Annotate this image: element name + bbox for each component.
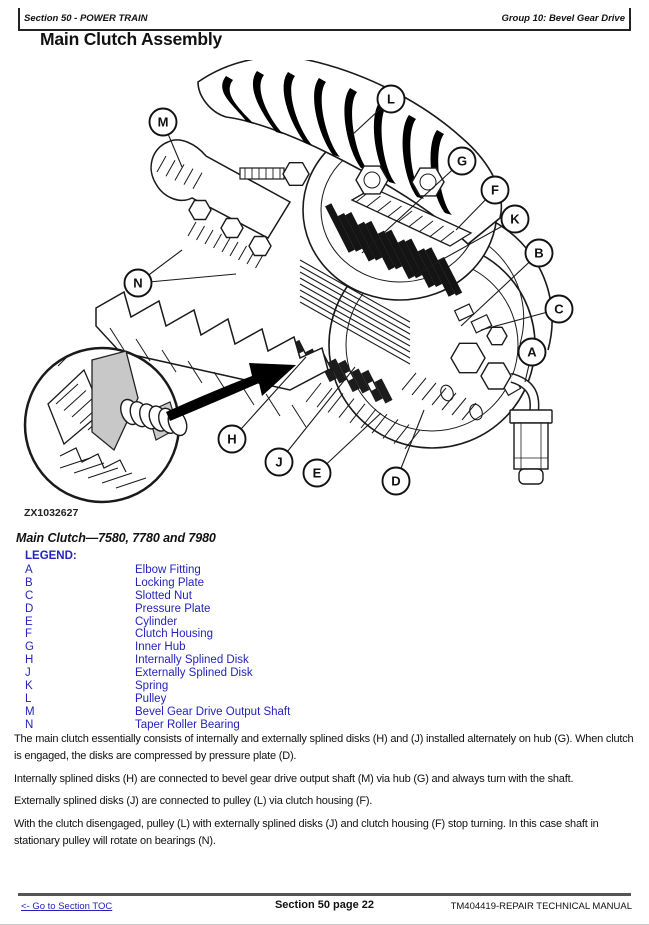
- figure-caption: Main Clutch—7580, 7780 and 7980: [16, 531, 216, 545]
- figure-container: [0, 60, 649, 525]
- svg-text:H: H: [227, 431, 237, 447]
- footer-manual-label: TM404419-REPAIR TECHNICAL MANUAL: [450, 901, 632, 912]
- svg-text:G: G: [456, 153, 468, 169]
- legend-label: Inner Hub: [135, 641, 186, 654]
- stud-bolt-drawing: [240, 168, 284, 179]
- legend-key: J: [25, 667, 31, 680]
- callout-C: [546, 296, 573, 323]
- legend-key: H: [25, 654, 34, 667]
- inset-detail: [25, 348, 190, 502]
- callout-E: [304, 460, 331, 487]
- legend-key: M: [25, 705, 35, 718]
- legend-row: [25, 667, 585, 680]
- legend-key: A: [25, 564, 33, 576]
- legend-row: [25, 603, 585, 616]
- legend-row: [25, 654, 585, 667]
- callout-D: [383, 468, 410, 495]
- legend-row: [25, 628, 585, 641]
- svg-text:C: C: [554, 301, 564, 317]
- callout-L: [378, 86, 405, 113]
- legend-key: L: [25, 692, 32, 705]
- body-paragraph: Internally splined disks (H) are connected to bevel gear drive output shaft (M) via hub (G) and always turn with the shaft.: [14, 772, 574, 785]
- legend-key: B: [25, 576, 33, 589]
- body-text: [14, 731, 638, 855]
- legend-table: [25, 564, 585, 732]
- body-paragraph: With the clutch disengaged, pulley (L) with externally splined disks (J) and clutch housing (F) stop turning. In this case shaft in stationary pulley will rotate on bearings (N).: [14, 817, 599, 847]
- legend-row: [25, 719, 585, 732]
- body-paragraph: Externally splined disks (J) are connected to pulley (L) via clutch housing (F).: [14, 795, 373, 807]
- legend-label: Bevel Gear Drive Output Shaft: [135, 705, 291, 718]
- grease-canister-drawing: [510, 410, 552, 484]
- header-group-label: Group 10: Bevel Gear Drive: [501, 13, 625, 24]
- legend-key: G: [25, 641, 34, 654]
- legend-row: [25, 706, 585, 719]
- callout-G: [449, 148, 476, 175]
- svg-text:J: J: [275, 454, 283, 470]
- output-shaft-drawing: [151, 140, 290, 238]
- svg-text:B: B: [534, 245, 544, 261]
- legend-row: [25, 693, 585, 706]
- legend-label: Clutch Housing: [135, 628, 213, 641]
- legend-key: F: [25, 628, 33, 641]
- header-section-label: Section 50 - POWER TRAIN: [24, 13, 148, 24]
- legend-heading: LEGEND:: [25, 550, 77, 562]
- page-header: [18, 8, 631, 31]
- legend-label: Internally Splined Disk: [135, 654, 249, 667]
- clutch-diagram: [0, 60, 649, 525]
- legend-row: [25, 616, 585, 629]
- svg-text:L: L: [387, 91, 395, 107]
- footer-rule: [18, 893, 631, 896]
- legend-label: Pressure Plate: [135, 602, 211, 615]
- body-paragraph: The main clutch essentially consists of internally and externally splined disks (H) and (J) installed alternately on hub (G). When clutch is engaged, the disks are compressed by pressure plate (D).: [14, 733, 634, 762]
- footer-page-label: Section 50 page 22: [274, 899, 375, 911]
- callout-N: [125, 270, 152, 297]
- legend-label: Pulley: [135, 692, 167, 705]
- svg-text:M: M: [157, 114, 169, 130]
- svg-text:N: N: [133, 275, 143, 291]
- callout-H: [219, 426, 246, 453]
- callout-A: [519, 339, 546, 366]
- legend-key: E: [25, 615, 33, 628]
- svg-text:F: F: [491, 182, 499, 198]
- legend-key: N: [25, 718, 34, 731]
- svg-text:D: D: [391, 473, 401, 489]
- footer-toc-link[interactable]: <- Go to Section TOC: [21, 901, 113, 912]
- callout-B: [526, 240, 553, 267]
- legend-label: Taper Roller Bearing: [135, 718, 240, 731]
- legend-row: [25, 590, 585, 603]
- callout-F: [482, 177, 509, 204]
- callout-J: [266, 449, 293, 476]
- legend-row: [25, 564, 585, 577]
- legend-key: C: [25, 589, 34, 602]
- page-title: Main Clutch Assembly: [40, 29, 223, 49]
- svg-text:K: K: [510, 211, 520, 227]
- page-footer: [0, 899, 649, 917]
- svg-text:E: E: [312, 465, 322, 481]
- svg-text:A: A: [527, 344, 537, 360]
- legend-label: Locking Plate: [135, 576, 205, 589]
- legend-row: [25, 577, 585, 590]
- legend-key: K: [25, 680, 33, 693]
- legend-key: D: [25, 602, 34, 615]
- image-number-label: ZX1032627: [24, 507, 79, 519]
- legend-label: Externally Splined Disk: [135, 667, 253, 680]
- callout-K: [502, 206, 529, 233]
- callout-M: [150, 109, 177, 136]
- legend-label: Elbow Fitting: [135, 564, 201, 576]
- legend-label: Cylinder: [135, 615, 178, 628]
- legend-label: Spring: [135, 680, 169, 693]
- legend-row: [25, 641, 585, 654]
- legend-row: [25, 680, 585, 693]
- legend-label: Slotted Nut: [135, 589, 192, 602]
